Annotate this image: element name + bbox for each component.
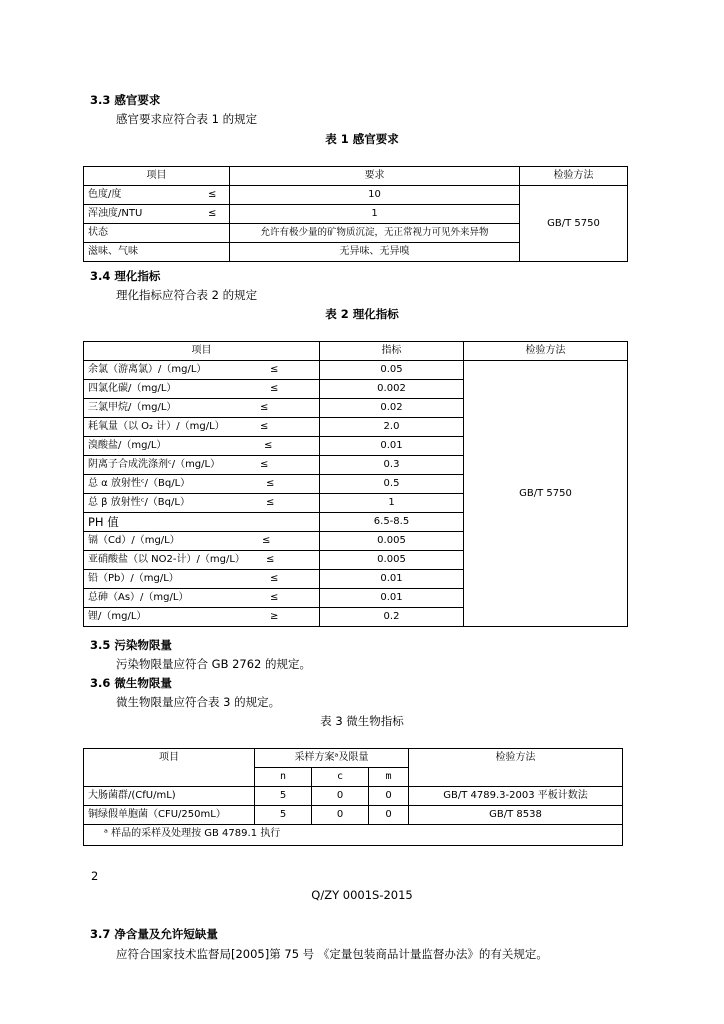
- value-cell: 0.05: [320, 361, 464, 380]
- value-cell: 0.02: [320, 399, 464, 418]
- item-cell: 状态: [84, 224, 230, 243]
- value-cell: 2.0: [320, 418, 464, 437]
- header-method: 检验方法: [520, 167, 628, 186]
- header-sampling-plan: 采样方案ᵃ及限量: [255, 749, 409, 768]
- page-number: 2: [91, 869, 99, 883]
- m-cell: 0: [369, 787, 409, 806]
- value-cell: 0.002: [320, 380, 464, 399]
- section-3-4-paragraph: 理化指标应符合表 2 的规定: [116, 288, 258, 302]
- document-code: Q/ZY 0001S-2015: [311, 888, 413, 902]
- subheader-n: n: [255, 768, 312, 787]
- c-cell: 0: [312, 806, 369, 825]
- table-row: [84, 806, 623, 825]
- value-cell: 1: [230, 205, 520, 224]
- item-cell: 四氯化碳/（mg/L） ≤: [84, 380, 320, 399]
- method-cell: GB/T 5750: [520, 186, 628, 262]
- table-header-row: [84, 342, 628, 361]
- method-cell: GB/T 8538: [409, 806, 623, 825]
- value-cell: 1: [320, 494, 464, 513]
- item-cell: 耗氧量（以 O₂ 计）/（mg/L） ≤: [84, 418, 320, 437]
- value-cell: 0.5: [320, 475, 464, 494]
- value-cell: 10: [230, 186, 520, 205]
- item-cell: 锂/（mg/L） ≥: [84, 608, 320, 627]
- value-cell: 允许有极少量的矿物质沉淀，无正常视力可见外来异物: [230, 224, 520, 243]
- item-cell: 余氯（游离氯）/（mg/L） ≤: [84, 361, 320, 380]
- section-3-5-paragraph: 污染物限量应符合 GB 2762 的规定。: [116, 657, 312, 671]
- table-header-row: [84, 167, 628, 186]
- item-cell: 铜绿假单胞菌（CFU/250mL）: [84, 806, 255, 825]
- item-cell: 亚硝酸盐（以 NO2-计）/（mg/L） ≤: [84, 551, 320, 570]
- section-3-3-paragraph: 感官要求应符合表 1 的规定: [116, 112, 258, 126]
- section-3-7-heading: 3.7 净含量及允许短缺量: [90, 927, 218, 941]
- header-method: 检验方法: [409, 749, 623, 787]
- header-method: 检验方法: [464, 342, 628, 361]
- header-item: 项目: [84, 342, 320, 361]
- table-3-microbiological: [83, 748, 623, 846]
- table-row: [84, 787, 623, 806]
- table-note: ᵃ 样品的采样及处理按 GB 4789.1 执行: [84, 825, 623, 846]
- table-header-row: [84, 749, 623, 768]
- table-note-row: [84, 825, 623, 846]
- value-cell: 0.005: [320, 551, 464, 570]
- section-3-6-paragraph: 微生物限量应符合表 3 的规定。: [116, 695, 281, 709]
- table-1-sensory: [83, 166, 628, 262]
- value-cell: 6.5-8.5: [320, 513, 464, 532]
- section-3-6-heading: 3.6 微生物限量: [90, 676, 172, 690]
- item-cell: 总 β 放射性ᶜ/（Bq/L） ≤: [84, 494, 320, 513]
- section-3-4-heading: 3.4 理化指标: [90, 269, 161, 283]
- table-row: [84, 186, 628, 205]
- section-3-3-heading: 3.3 感官要求: [90, 93, 161, 107]
- item-cell: 三氯甲烷/（mg/L） ≤: [84, 399, 320, 418]
- table-3-caption: 表 3 微生物指标: [320, 714, 404, 728]
- method-cell: GB/T 4789.3-2003 平板计数法: [409, 787, 623, 806]
- value-cell: 无异味、无异嗅: [230, 243, 520, 262]
- item-cell: 镉（Cd）/（mg/L） ≤: [84, 532, 320, 551]
- table-row: [84, 361, 628, 380]
- table-2-caption: 表 2 理化指标: [325, 307, 399, 321]
- item-cell: 浑浊度/NTU ≤: [84, 205, 230, 224]
- section-3-5-heading: 3.5 污染物限量: [90, 638, 172, 652]
- subheader-c: c: [312, 768, 369, 787]
- value-cell: 0.3: [320, 456, 464, 475]
- m-cell: 0: [369, 806, 409, 825]
- table-2-physicochemical: [83, 341, 628, 627]
- table-1-caption: 表 1 感官要求: [325, 132, 399, 146]
- value-cell: 0.01: [320, 570, 464, 589]
- item-cell: PH 值: [84, 513, 320, 532]
- value-cell: 0.01: [320, 589, 464, 608]
- item-cell: 大肠菌群/(CfU/mL): [84, 787, 255, 806]
- subheader-m: m: [369, 768, 409, 787]
- header-index: 指标: [320, 342, 464, 361]
- header-item: 项目: [84, 167, 230, 186]
- value-cell: 0.005: [320, 532, 464, 551]
- header-requirement: 要求: [230, 167, 520, 186]
- item-cell: 总砷（As）/（mg/L） ≤: [84, 589, 320, 608]
- header-item: 项目: [84, 749, 255, 787]
- item-cell: 滋味、气味: [84, 243, 230, 262]
- item-cell: 铅（Pb）/（mg/L） ≤: [84, 570, 320, 589]
- c-cell: 0: [312, 787, 369, 806]
- item-cell: 色度/度 ≤: [84, 186, 230, 205]
- section-3-7-paragraph: 应符合国家技术监督局[2005]第 75 号 《定量包装商品计量监督办法》的有关规定。: [116, 947, 548, 961]
- value-cell: 0.01: [320, 437, 464, 456]
- item-cell: 总 α 放射性ᶜ/（Bq/L） ≤: [84, 475, 320, 494]
- n-cell: 5: [255, 806, 312, 825]
- item-cell: 溴酸盐/（mg/L） ≤: [84, 437, 320, 456]
- method-cell: GB/T 5750: [464, 361, 628, 627]
- value-cell: 0.2: [320, 608, 464, 627]
- n-cell: 5: [255, 787, 312, 806]
- item-cell: 阴离子合成洗涤剂ᶜ/（mg/L） ≤: [84, 456, 320, 475]
